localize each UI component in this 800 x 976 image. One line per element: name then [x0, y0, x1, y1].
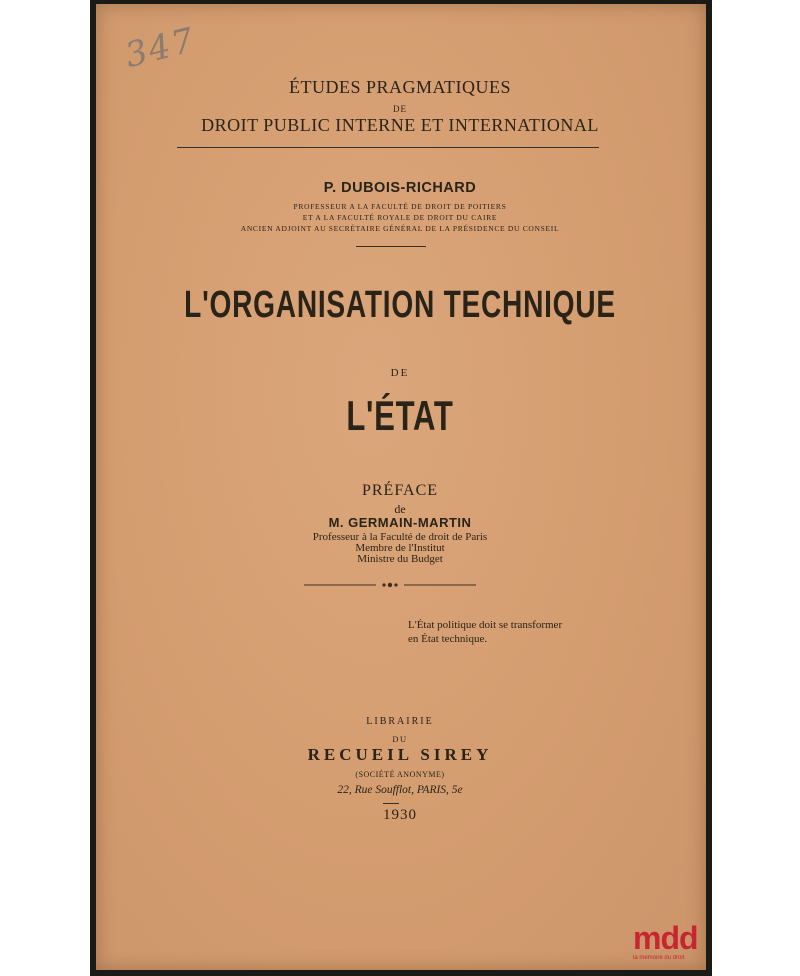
- publisher-name: RECUEIL SIREY: [307, 745, 493, 764]
- handwritten-note: 347: [121, 20, 200, 76]
- preface-author-role: Ministre du Budget: [357, 553, 443, 565]
- mdd-tagline: la mémoire du droit: [633, 955, 685, 961]
- mdd-logo: mdd: [633, 920, 698, 956]
- preface-author: M. GERMAIN-MARTIN: [328, 515, 472, 530]
- book-title-line2: L'ÉTAT: [346, 392, 454, 439]
- author-affiliation: PROFESSEUR A LA FACULTÉ DE DROIT DE POITIERS: [293, 202, 507, 211]
- book-title-de: DE: [390, 367, 410, 379]
- divider-rule: [177, 147, 599, 148]
- preface-author-role: Professeur à la Faculté de droit de Paris: [312, 531, 488, 543]
- year-rule: [383, 803, 399, 804]
- preface-label: PRÉFACE: [361, 482, 439, 499]
- series-title-de: DE: [393, 104, 407, 114]
- author-name: P. DUBOIS-RICHARD: [323, 180, 477, 196]
- short-divider-rule: [356, 246, 426, 247]
- series-title-line2: DROIT PUBLIC INTERNE ET INTERNATIONAL: [201, 115, 599, 135]
- epigraph-line: en État technique.: [408, 633, 488, 645]
- publisher-line1: LIBRAIRIE: [366, 716, 434, 727]
- publisher-address: 22, Rue Soufflot, PARIS, 5e: [337, 784, 463, 796]
- author-affiliation: ANCIEN ADJOINT AU SECRÉTAIRE GÉNÉRAL DE LA PRÉSIDENCE DU CONSEIL: [240, 224, 560, 233]
- preface-author-role: Membre de l'Institut: [355, 542, 445, 554]
- book-title-line1: L'ORGANISATION TECHNIQUE: [184, 284, 616, 326]
- publisher-type: (SOCIÉTÉ ANONYME): [355, 770, 445, 779]
- publisher-du: DU: [392, 734, 408, 744]
- author-affiliation: ET A LA FACULTÉ ROYALE DE DROIT DU CAIRE: [302, 213, 498, 222]
- publication-year: 1930: [383, 807, 417, 823]
- ornamental-divider: [304, 581, 476, 589]
- series-title-line1: ÉTUDES PRAGMATIQUES: [288, 77, 511, 97]
- preface-de: de: [394, 502, 406, 516]
- epigraph-line: L'État politique doit se transformer: [408, 619, 563, 631]
